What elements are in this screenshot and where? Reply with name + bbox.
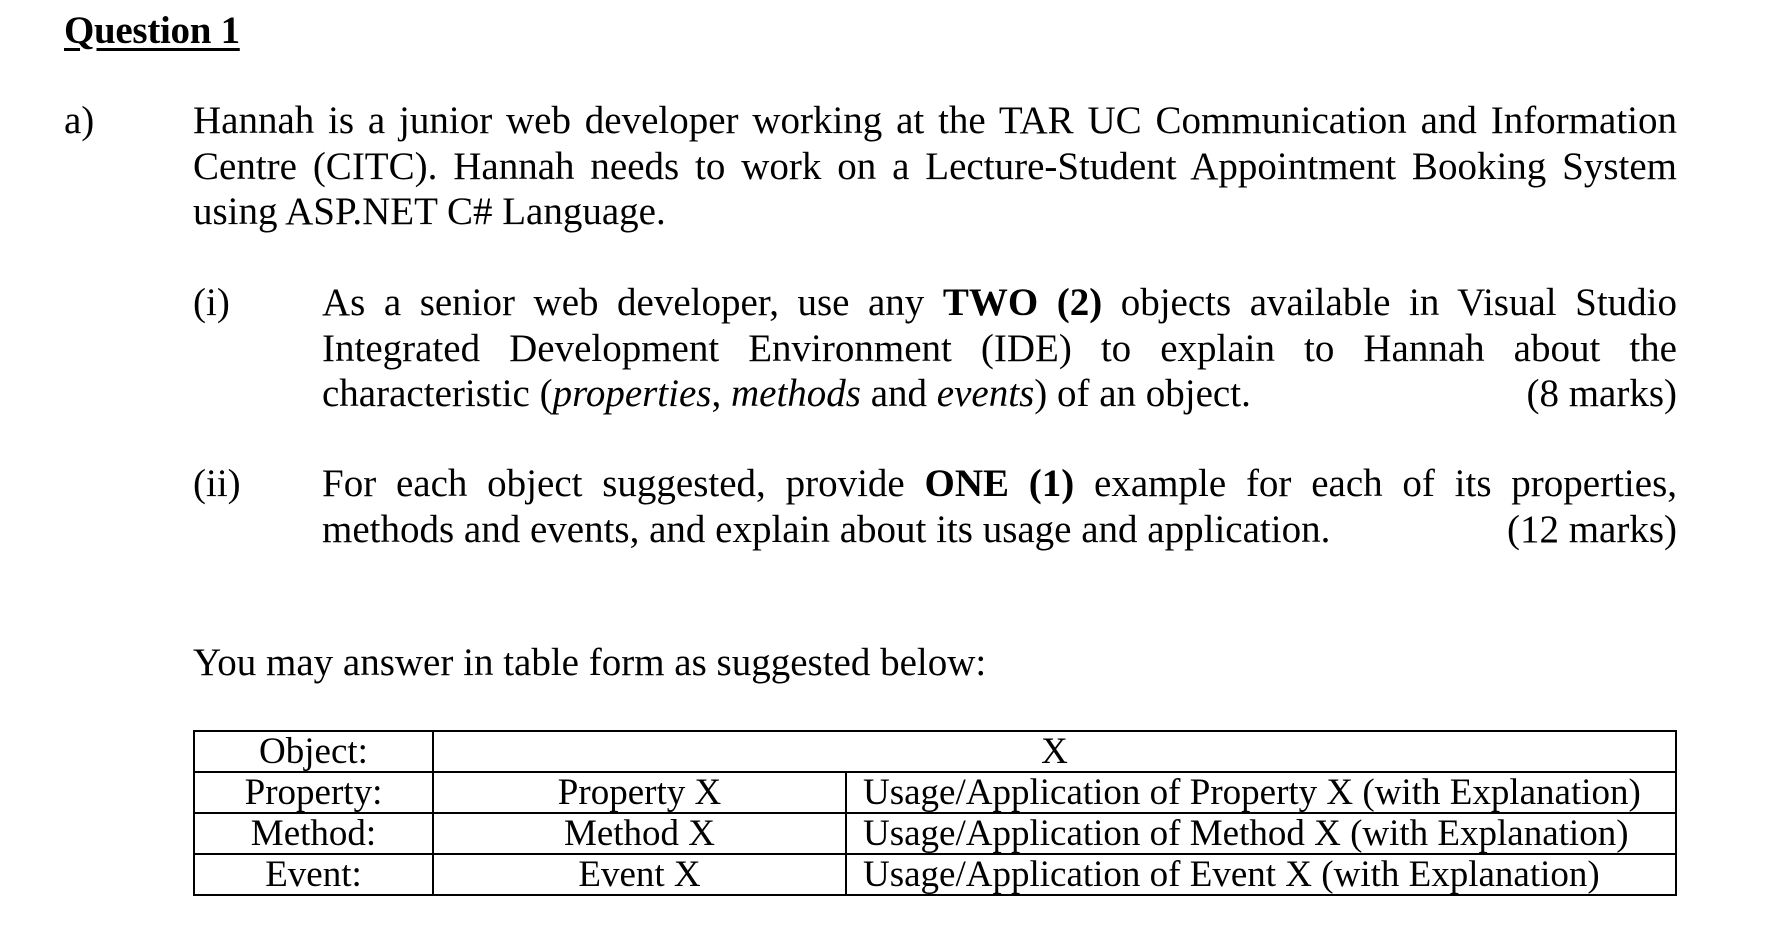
question-heading: Question 1 [64, 9, 240, 52]
row-usage-cell: Usage/Application of Property X (with Explanation) [846, 772, 1676, 813]
table-row [194, 854, 1676, 895]
sub-ii-bold: ONE (1) [924, 462, 1075, 505]
sub-question-i [322, 280, 1677, 417]
question-intro: Hannah is a junior web developer working at the TAR UC Communication and Information Centre (CITC). Hannah needs to work on a Lecture-Student Appointment Booking System using ASP.NET C# Language. [193, 99, 1677, 233]
row-name-cell: Property X [433, 772, 846, 813]
object-value-cell: X [433, 731, 1676, 772]
part-label: a) [64, 99, 95, 142]
row-usage-cell: Usage/Application of Method X (with Explanation) [846, 813, 1676, 854]
sub-i-text-after: ) of an object. [1034, 372, 1251, 415]
row-label-cell: Property: [194, 772, 433, 813]
table-note: You may answer in table form as suggested below: [193, 641, 987, 684]
row-name-cell: Event X [433, 854, 846, 895]
sub-i-italic-properties: properties [552, 372, 712, 415]
sub-question-ii [322, 461, 1677, 552]
sub-i-bold: TWO (2) [942, 281, 1103, 324]
answer-table [193, 730, 1677, 896]
table-row [194, 772, 1676, 813]
sub-i-sep-1: , [711, 372, 731, 415]
sub-question-i-label: (i) [193, 281, 230, 324]
row-label-cell: Method: [194, 813, 433, 854]
row-name-cell: Method X [433, 813, 846, 854]
sub-i-marks: (8 marks) [1526, 372, 1677, 415]
row-label-cell: Event: [194, 854, 433, 895]
sub-i-text-before: As a senior web developer, use any [322, 281, 943, 324]
sub-i-text-mid: objects available in Visual Studio Integrated Development Environment (IDE) to explain to Hannah about the characteristic ( [322, 281, 1678, 415]
row-usage-cell: Usage/Application of Event X (with Explanation) [846, 854, 1676, 895]
sub-i-italic-events: events [936, 372, 1035, 415]
sub-ii-text-after: example for each of its properties, methods and events, and explain about its usage and application. [322, 462, 1677, 551]
table-row-object [194, 731, 1676, 772]
sub-ii-text-before: For each object suggested, provide [322, 462, 925, 505]
sub-ii-marks: (12 marks) [1506, 507, 1677, 551]
sub-i-sep-2: and [860, 372, 937, 415]
sub-i-italic-methods: methods [730, 372, 861, 415]
table-row [194, 813, 1676, 854]
sub-question-ii-label: (ii) [193, 462, 241, 505]
object-label-cell: Object: [194, 731, 433, 772]
